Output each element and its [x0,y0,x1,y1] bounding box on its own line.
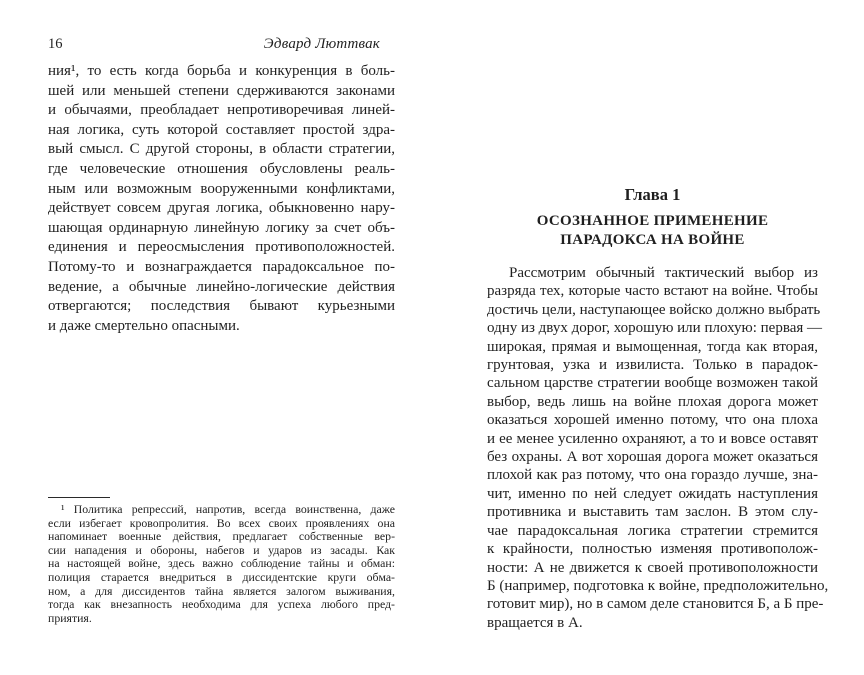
body-text-line: грунтовая, узка и извилиста. Только в парадок- [487,357,818,374]
footnote-separator [48,497,110,498]
chapter-title-line: ОСОЗНАННОЕ ПРИМЕНЕНИЕ [536,213,769,229]
body-text-line: Потому-то и вознаграждается парадоксальное по- [48,258,395,275]
footnote-text-line: ¹ Политика репрессий, напротив, всегда воинственна, даже [61,502,395,516]
footnote-text-line: напоминает военные действия, предлагает собственные вер- [48,529,395,544]
body-text-line: достичь цели, наступающее войско должно выбрать [487,301,821,318]
body-text-line: вый смысл. С другой стороны, в области стратегии, [48,141,395,158]
footnote-text-line: полиция старается внедриться в диссидентские круги обма- [48,569,395,584]
footnote-text-line: если избегает кровопролития. Во всех своих проявлениях она [48,515,395,530]
body-text-line: и даже смертельно опасными. [48,317,240,334]
body-text-line: чае парадоксальная логика стратегии стремится [487,522,818,539]
body-text-line: шей или меньшей степени сдерживаются законами [48,82,395,99]
chapter-title [487,212,818,249]
body-text-line: единения и переосмысления противоположностей. [48,239,395,256]
body-text-line: одну из двух дорог, хорошую или плохую: первая — [487,320,823,337]
body-text-line: ведение, а обычные линейно-логические действия [48,278,395,295]
body-text-line: Б (например, подготовка к войне, предположительно, [487,577,829,594]
body-text-line: и ее менее усиленно охраняют, а то и вовсе оставят [487,430,818,447]
footnote-text-line: ном, а для диссидентов тайна является залогом выживания, [48,583,395,598]
body-text-line: Рассмотрим обычный тактический выбор из [509,265,818,281]
footnote-text-line: сии нападения и обороны, набегов и ударов из засады. Как [48,542,395,557]
body-text-line: и обычаями, преобладает непротиворечивая линей- [48,102,395,119]
body-text-line: отвергаются; последствия бывают курьезными [48,298,395,315]
body-text-line: вращается в А. [487,614,583,631]
chapter-title-line: ПАРАДОКСА НА ВОЙНЕ [560,231,745,248]
body-text-line: плохой как раз потому, что она гораздо лучше, зна- [487,467,818,484]
right-page-body [487,264,829,632]
body-text-line: шающая ординарную линейную логику за счет объ- [48,219,395,236]
body-text-line: разряда тех, которые часто встают на войне. Чтобы [487,283,818,300]
body-text-line: чит, именно по ней следует ожидать наступления [487,485,818,502]
left-page-body [48,62,395,336]
footnote-text-line: приятия. [48,610,92,625]
body-text-line: ная логика, суть которой составляет простой здра- [48,121,395,138]
body-text-line: к крайности, полностью изменяя противополож- [487,541,818,558]
body-text-line: где человеческие отношения обусловлены реаль- [48,160,395,177]
footnote-text-line: на настоящей войне, здесь важно соблюдение тайны и обман: [48,556,395,571]
body-text-line: ным или возможным вооруженными конфликтами, [48,180,395,197]
body-text-line: без охраны. А вот хорошая дорога может оказаться [487,449,818,466]
running-header: Эдвард Люттвак [263,36,380,52]
body-text-line: выбор, ведь лишь на войне плохая дорога может [487,393,818,410]
body-text-line: готовит мир), но в самом деле становится Б, а Б пре- [487,596,824,613]
body-text-line: сальном царстве стратегии вообще возможен такой [487,375,818,392]
body-text-line: широкая, прямая и вымощенная, тогда как вторая, [487,338,818,355]
body-text-line: действует совсем другая логика, обыкновенно нару- [48,200,395,217]
body-text-line: ния¹, то есть когда борьба и конкуренция в боль- [48,63,395,79]
footnote-text-line: тогда как внезапность необходима для успеха любого пред- [48,597,395,612]
chapter-label: Глава 1 [624,185,681,204]
body-text-line: оказаться хорошей именно потому, что она плоха [487,412,818,429]
footnote [48,503,395,625]
body-text-line: ности: А не движется к своей противоположности [487,559,818,576]
page-number: 16 [48,36,63,52]
body-text-line: противника и выставить там заслон. В этом слу- [487,504,818,521]
